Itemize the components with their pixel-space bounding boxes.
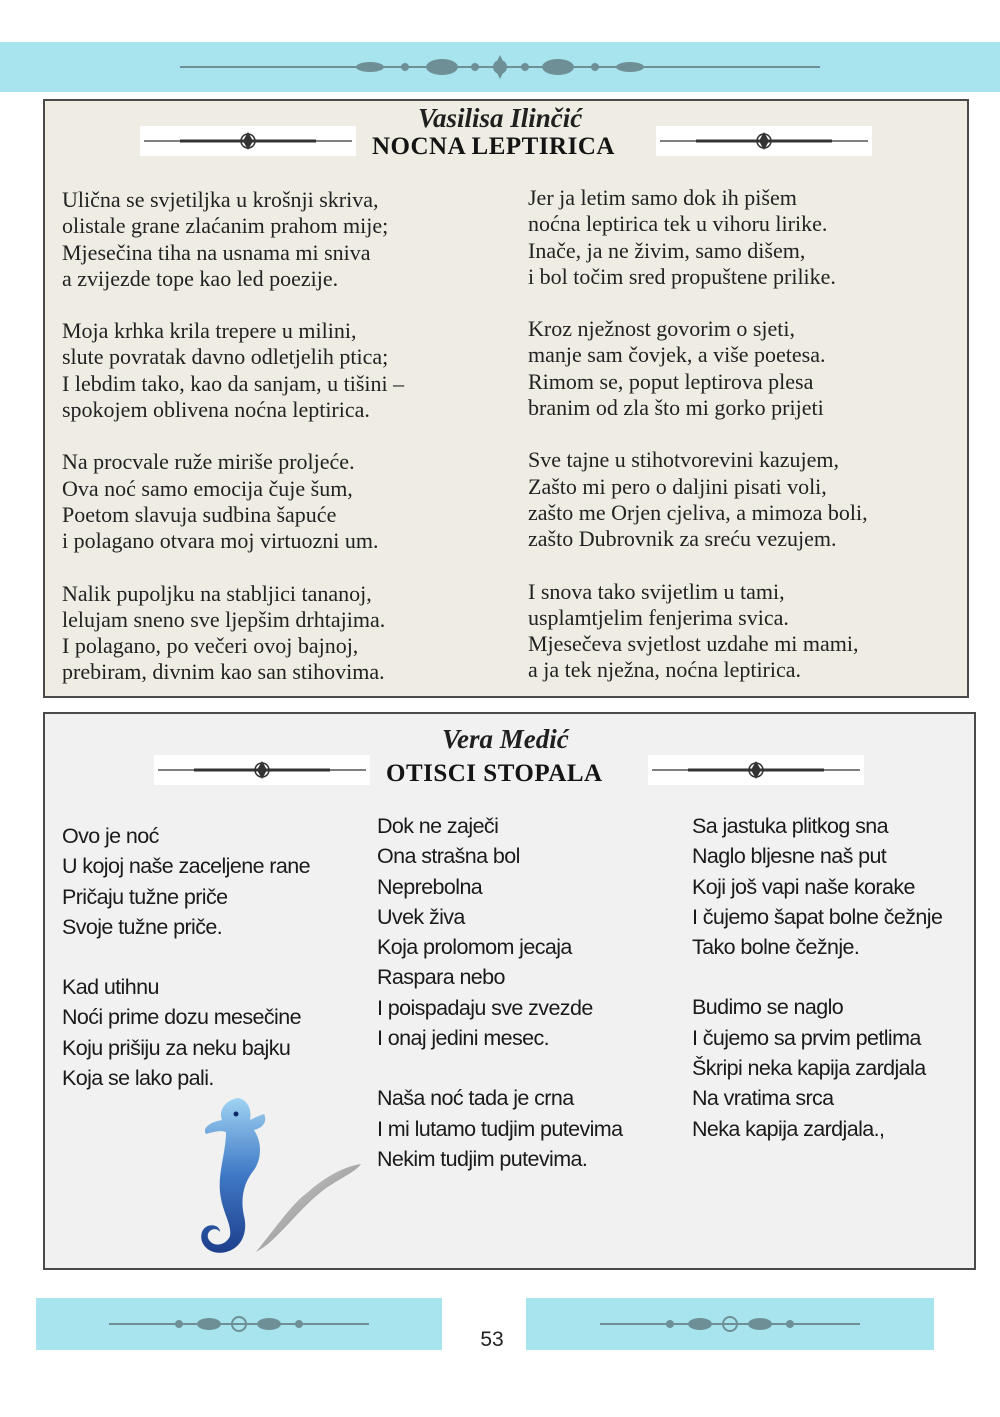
stanza xyxy=(528,316,868,421)
poem-line: Mjesečina tiha na usnama mi sniva xyxy=(62,239,371,265)
poem-line: olistale grane zlaćanim prahom mije; xyxy=(62,213,389,239)
poem-line: i polagano otvara moj virtuozni um. xyxy=(62,528,379,554)
poem-line: I čujemo šapat bolne čežnje xyxy=(692,904,943,929)
stanza xyxy=(62,449,404,554)
poem-line: Ulična se svjetiljka u krošnji skriva, xyxy=(62,187,379,212)
poem-line: Jer ja letim samo dok ih pišem xyxy=(528,185,797,210)
poem-line: noćna leptirica tek u vihoru lirike. xyxy=(528,211,828,237)
stanza xyxy=(377,811,622,1053)
poem1-left-column xyxy=(62,187,404,712)
stanza xyxy=(377,1083,622,1174)
poem2-title: OTISCI STOPALA xyxy=(386,760,603,787)
poem-line: U kojoj naše zaceljene rane xyxy=(62,854,310,879)
page-number: 53 xyxy=(480,1328,504,1351)
poem-line: manje sam čovjek, a više poetesa. xyxy=(528,342,826,368)
poem-line: Koji još vapi naše korake xyxy=(692,874,915,899)
poem-line: Inače, ja ne živim, samo dišem, xyxy=(528,237,806,263)
poem2-column-1 xyxy=(62,821,310,1123)
poem-line: I snova tako svijetlim u tami, xyxy=(528,578,785,604)
poem-line: Uvek živa xyxy=(377,904,465,929)
top-ornament-band xyxy=(0,42,1000,92)
poem-line: Na vratima srca xyxy=(692,1086,834,1111)
poem-line: slute povratak davno odletjelih ptica; xyxy=(62,344,389,370)
poem-line: Koju prišiju za neku bajku xyxy=(62,1035,291,1060)
poem-line: zašto me Orjen cjeliva, a mimoza boli, xyxy=(528,499,868,525)
poem2-divider-left xyxy=(154,755,370,785)
poem-line: zašto Dubrovnik za sreću vezujem. xyxy=(528,526,837,552)
poem-line: Neka kapija zardjala., xyxy=(692,1116,885,1141)
poem-line: Kroz nježnost govorim o sjeti, xyxy=(528,316,796,342)
stanza xyxy=(62,318,404,423)
poem-line: a ja tek nježna, noćna leptirica. xyxy=(528,657,802,683)
poem1-author: Vasilisa Ilinčić xyxy=(418,103,583,133)
poem-line: Sve tajne u stihotvorevini kazujem, xyxy=(528,447,839,473)
poem-line: I poispadaju sve zvezde xyxy=(377,995,593,1020)
poem-line: Ona strašna bol xyxy=(377,844,520,869)
poem-line: Tako bolne čežnje. xyxy=(692,935,860,960)
poem-line: Koja se lako pali. xyxy=(62,1066,214,1091)
stanza xyxy=(528,185,868,290)
poem-line: Zašto mi pero o daljini pisati voli, xyxy=(528,473,827,499)
poem-line: I onaj jedini mesec. xyxy=(377,1026,550,1051)
stanza xyxy=(528,579,868,684)
divider-ornament-icon xyxy=(648,755,864,785)
bottom-ornament-band-right xyxy=(526,1298,934,1350)
poem-line: I čujemo sa prvim petlima xyxy=(692,1025,921,1050)
poem2-column-3 xyxy=(692,811,942,1174)
poem-line: Mjesečeva svjetlost uzdahe mi mami, xyxy=(528,631,859,657)
poem1-right-column xyxy=(528,185,868,710)
poem-line: spokojem oblivena noćna leptirica. xyxy=(62,397,370,423)
stanza xyxy=(62,187,404,292)
stanza xyxy=(528,447,868,552)
poem-line: Sa jastuka plitkog sna xyxy=(692,814,888,838)
poem-line: I mi lutamo tudjim putevima xyxy=(377,1116,623,1141)
stanza xyxy=(692,811,942,962)
bottom-ornament-band-left xyxy=(36,1298,442,1350)
poem-line: Naglo bljesne naš put xyxy=(692,844,887,869)
poem-line: prebiram, divnim kao san stihovima. xyxy=(62,659,385,685)
stanza xyxy=(692,992,942,1143)
stanza xyxy=(62,972,310,1093)
poem-line: Ova noć samo emocija čuje šum, xyxy=(62,475,353,501)
poem-line: Pričaju tužne priče xyxy=(62,884,228,909)
ornament-border-icon xyxy=(109,1311,369,1337)
poem-line: Poetom slavuja sudbina šapuće xyxy=(62,501,337,527)
poem-line: Nekim tudjim putevima. xyxy=(377,1146,588,1171)
poem-line: Kad utihnu xyxy=(62,975,159,1000)
poem-line: Ovo je noć xyxy=(62,824,159,848)
poem-line: Neprebolna xyxy=(377,874,483,899)
divider-ornament-icon xyxy=(656,126,872,156)
stanza xyxy=(62,581,404,686)
divider-ornament-icon xyxy=(154,755,370,785)
poem1-divider-right xyxy=(656,126,872,156)
poem-line: Dok ne zaječi xyxy=(377,814,499,838)
seahorse-illustration-icon xyxy=(196,1092,366,1256)
poem-line: Naša noć tada je crna xyxy=(377,1086,574,1111)
poem-line: Raspara nebo xyxy=(377,965,505,990)
poem-line: branim od zla što mi gorko prijeti xyxy=(528,395,824,421)
poem-line: Rimom se, poput leptirova plesa xyxy=(528,368,814,394)
ornament-border-icon xyxy=(180,52,820,82)
poem-line: lelujam sneno sve ljepšim drhtajima. xyxy=(62,606,386,632)
poem-line: Nalik pupoljku na stabljici tananoj, xyxy=(62,580,372,606)
poem-line: Noći prime dozu mesečine xyxy=(62,1005,301,1030)
poem2-column-2 xyxy=(377,811,622,1204)
poem2-divider-right xyxy=(648,755,864,785)
poem1-title: NOCNA LEPTIRICA xyxy=(372,133,615,160)
poem-line: Koja prolomom jecaja xyxy=(377,935,572,960)
divider-ornament-icon xyxy=(140,126,356,156)
poem2-author: Vera Medić xyxy=(442,724,569,754)
poem-line: Škripi neka kapija zardjala xyxy=(692,1056,926,1081)
poem-line: Moja krhka krila trepere u milini, xyxy=(62,318,357,344)
ornament-border-icon xyxy=(600,1311,860,1337)
poem-line: Svoje tužne priče. xyxy=(62,914,223,939)
poem-line: usplamtjelim fenjerima svica. xyxy=(528,604,789,630)
poem-line: Na procvale ruže miriše proljeće. xyxy=(62,449,355,475)
poem1-divider-left xyxy=(140,126,356,156)
stanza xyxy=(62,821,310,942)
poem-line: I lebdim tako, kao da sanjam, u tišini – xyxy=(62,370,405,396)
poem-line: I polagano, po večeri ovoj bajnoj, xyxy=(62,633,359,659)
poem-line: a zvijezde tope kao led poezije. xyxy=(62,265,339,291)
poem-line: i bol točim sred propuštene prilike. xyxy=(528,263,836,289)
poem-line: Budimo se naglo xyxy=(692,995,844,1020)
